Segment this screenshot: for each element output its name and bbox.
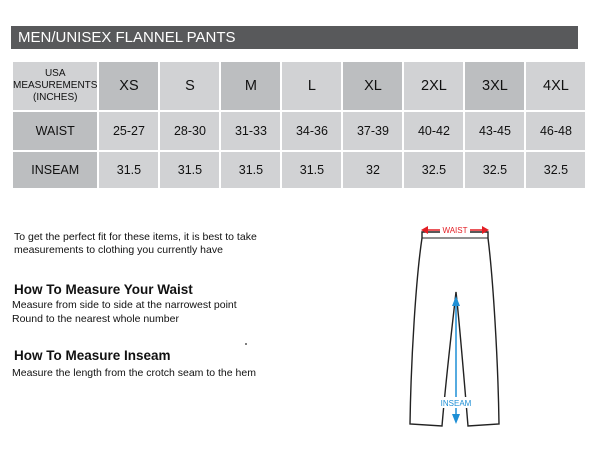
page-title: MEN/UNISEX FLANNEL PANTS [11,26,578,49]
measurement-units-label: USA MEASUREMENTS (INCHES) [13,62,97,110]
row-label-waist: WAIST [13,112,97,150]
table-cell: 32.5 [465,152,524,188]
size-header-cell: L [282,62,341,110]
inseam-instruction: Measure the length from the crotch seam to the hem [12,367,256,379]
table-cell: 32 [343,152,402,188]
waist-arrow-label: WAIST [442,226,468,235]
inseam-arrow-label: INSEAM [440,399,472,408]
table-cell: 28-30 [160,112,219,150]
table-cell: 34-36 [282,112,341,150]
waist-heading: How To Measure Your Waist [14,282,193,297]
table-cell: 31-33 [221,112,280,150]
pants-outline [410,232,499,426]
decorative-dot [245,343,247,345]
inseam-heading: How To Measure Inseam [14,348,171,363]
size-chart-table [11,60,587,190]
table-row [13,152,585,188]
table-cell: 37-39 [343,112,402,150]
size-header-row [13,62,585,110]
table-cell: 32.5 [526,152,585,188]
waist-instruction-1: Measure from side to side at the narrowest point [12,299,237,311]
size-header-cell: 3XL [465,62,524,110]
pants-diagram [392,218,522,438]
size-header-cell: M [221,62,280,110]
fit-intro-text: To get the perfect fit for these items, it is best to take measurements to clothing you currently have [14,231,257,256]
table-cell: 31.5 [99,152,158,188]
table-cell: 31.5 [282,152,341,188]
table-cell: 31.5 [221,152,280,188]
table-cell: 25-27 [99,112,158,150]
size-header-cell: 2XL [404,62,463,110]
table-cell: 40-42 [404,112,463,150]
table-row [13,112,585,150]
table-cell: 31.5 [160,152,219,188]
size-header-cell: XS [99,62,158,110]
table-cell: 46-48 [526,112,585,150]
table-cell: 32.5 [404,152,463,188]
size-header-cell: S [160,62,219,110]
waist-instruction-2: Round to the nearest whole number [12,313,179,325]
size-header-cell: XL [343,62,402,110]
row-label-inseam: INSEAM [13,152,97,188]
table-cell: 43-45 [465,112,524,150]
size-header-cell: 4XL [526,62,585,110]
